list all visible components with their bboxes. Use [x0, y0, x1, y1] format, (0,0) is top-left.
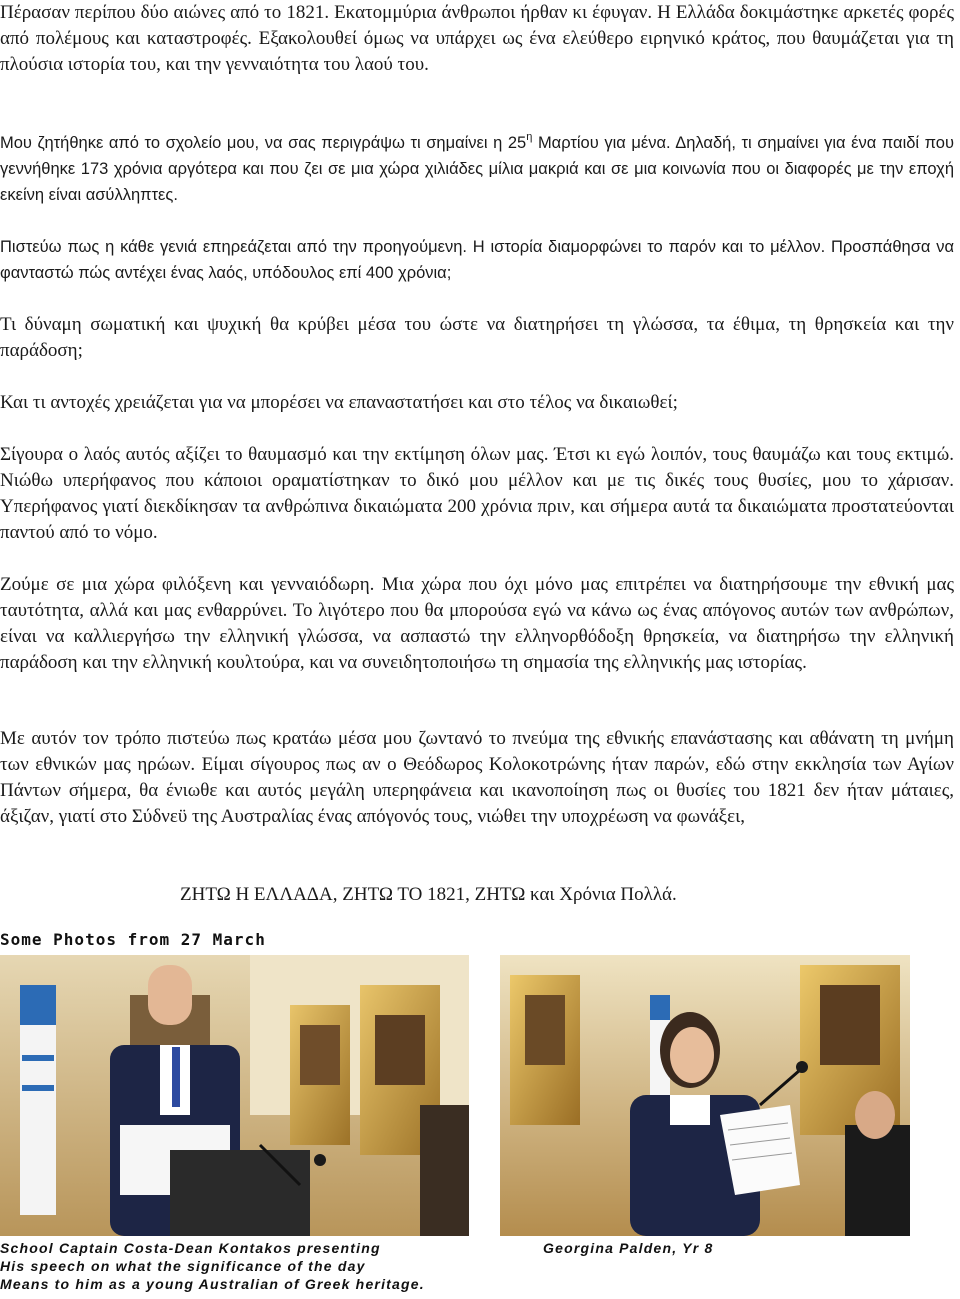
paragraph-8: Με αυτόν τον τρόπο πιστεύω πως κρατάω μέσα μου ζωντανό το πνεύμα της εθνικής επανάστασης και αθάνατη τη μνήμη των εθνικών μας ηρώων. Είμαι σίγουρος πως αν ο Θεόδωρος Κολοκοτρώνης ήταν παρών, εδώ στην εκκλησία των Αγίων Πάντων σήμερα, θα ένιωθε και αυτός μεγάλη υπερηφάνεια και ικανοποίηση πως οι θυσίες του 1821 δεν ήταν μάταιες, άξιζαν, γιατί στο Σύδνεϋ της Αυστραλίας ένας απόγονός τους, νιώθει την υποχρέωση να φωνάξει, — [0, 728, 954, 827]
paragraph-5: Και τι αντοχές χρειάζεται για να μπορέσει να επαναστατήσει και στο τέλος να δικαιωθεί; — [0, 392, 678, 413]
photo-georgina-palden — [500, 955, 910, 1236]
paragraph-4: Τι δύναμη σωματική και ψυχική θα κρύβει μέσα του ώστε να διατηρήσει τη γλώσσα, τα έθιμα, τη θρησκεία και την παράδοση; — [0, 314, 954, 361]
caption-left-line-1: School Captain Costa-Dean Kontakos presenting — [0, 1240, 381, 1256]
caption-left-line-2: His speech on what the significance of the day — [0, 1258, 366, 1274]
paragraph-2-part-a: Μου ζητήθηκε από το σχολείο μου, να σας περιγράψω τι σημαίνει η 25 — [0, 134, 527, 152]
photos-heading: Some Photos from 27 March — [0, 930, 266, 949]
photo-georgina-palden-image — [500, 955, 910, 1236]
closing-line: ΖΗΤΩ Η ΕΛΛΑΔΑ, ΖΗΤΩ ΤΟ 1821, ΖΗΤΩ και Χρόνια Πολλά. — [180, 884, 677, 905]
paragraph-3: Πιστεύω πως η κάθε γενιά επηρεάζεται από την προηγούμενη. Η ιστορία διαμορφώνει το παρόν και το μέλλον. Προσπάθησα να φανταστώ πώς αντέχει ένας λαός, υπόδουλος επί 400 χρόνια; — [0, 238, 954, 282]
paragraph-7: Ζούμε σε μια χώρα φιλόξενη και γενναιόδωρη. Μια χώρα που όχι μόνο μας επιτρέπει να διατηρήσουμε την εθνική μας ταυτότητα, αλλά και μας ενθαρρύνει. Το λιγότερο που θα μπορούσα εγώ να κάνω ως ένας απόγονος αυτών των ανθρώπων, είναι να καλλιεργήσω την ελληνική γλώσσα, να ασπαστώ την ελληνορθόδοξη θρησκεία, να διατηρήσω την ελληνική παράδοση και την ελληνική κουλτούρα, και να συνειδητοποιήσω τη σημασία της ελληνικής μας ιστορίας. — [0, 574, 954, 673]
superscript-eta: η — [526, 131, 533, 143]
paragraph-1: Πέρασαν περίπου δύο αιώνες από το 1821. Εκατομμύρια άνθρωποι ήρθαν κι έφυγαν. Η Ελλάδα δοκιμάστηκε αρκετές φορές από πολέμους και καταστροφές. Εξακολουθεί όμως να υπάρχει ως ένα ελεύθερο ειρηνικό κράτος, που θαυμάζεται για τη πλούσια ιστορία του, και την γενναιότητα του λαού του. — [0, 2, 954, 75]
paragraph-6: Σίγουρα ο λαός αυτός αξίζει το θαυμασμό και την εκτίμηση όλων μας. Έτσι κι εγώ λοιπόν, τους θαυμάζω και τους εκτιμώ. Νιώθω υπερήφανος που κάποιοι οραματίστηκαν το δικό μου μέλλον και με τις δικές τους θυσίες, μου το χάρισαν. Υπερήφανος γιατί διεκδίκησαν τα ανθρώπινα δικαιώματα 200 χρόνια πριν, και σήμερα αυτά τα δικαιώματα προστατεύονται παντού από το νόμο. — [0, 444, 954, 543]
caption-left-line-3: Means to him as a young Australian of Greek heritage. — [0, 1276, 425, 1292]
paragraph-2-part-b: Μαρτίου για μένα. Δηλαδή, τι σημαίνει για ένα παιδί που γεννήθηκε 173 χρόνια αργότερα και που ζει σε μια χώρα χιλιάδες μίλια μακριά και σε μια κοινωνία που οι διαφορές με την εποχή εκείνη είναι ασύλληπτες. — [0, 134, 954, 204]
photo-school-captain-image — [0, 955, 469, 1236]
photo-school-captain — [0, 955, 469, 1236]
caption-right: Georgina Palden, Yr 8 — [543, 1240, 714, 1256]
paragraph-2 — [0, 130, 954, 208]
